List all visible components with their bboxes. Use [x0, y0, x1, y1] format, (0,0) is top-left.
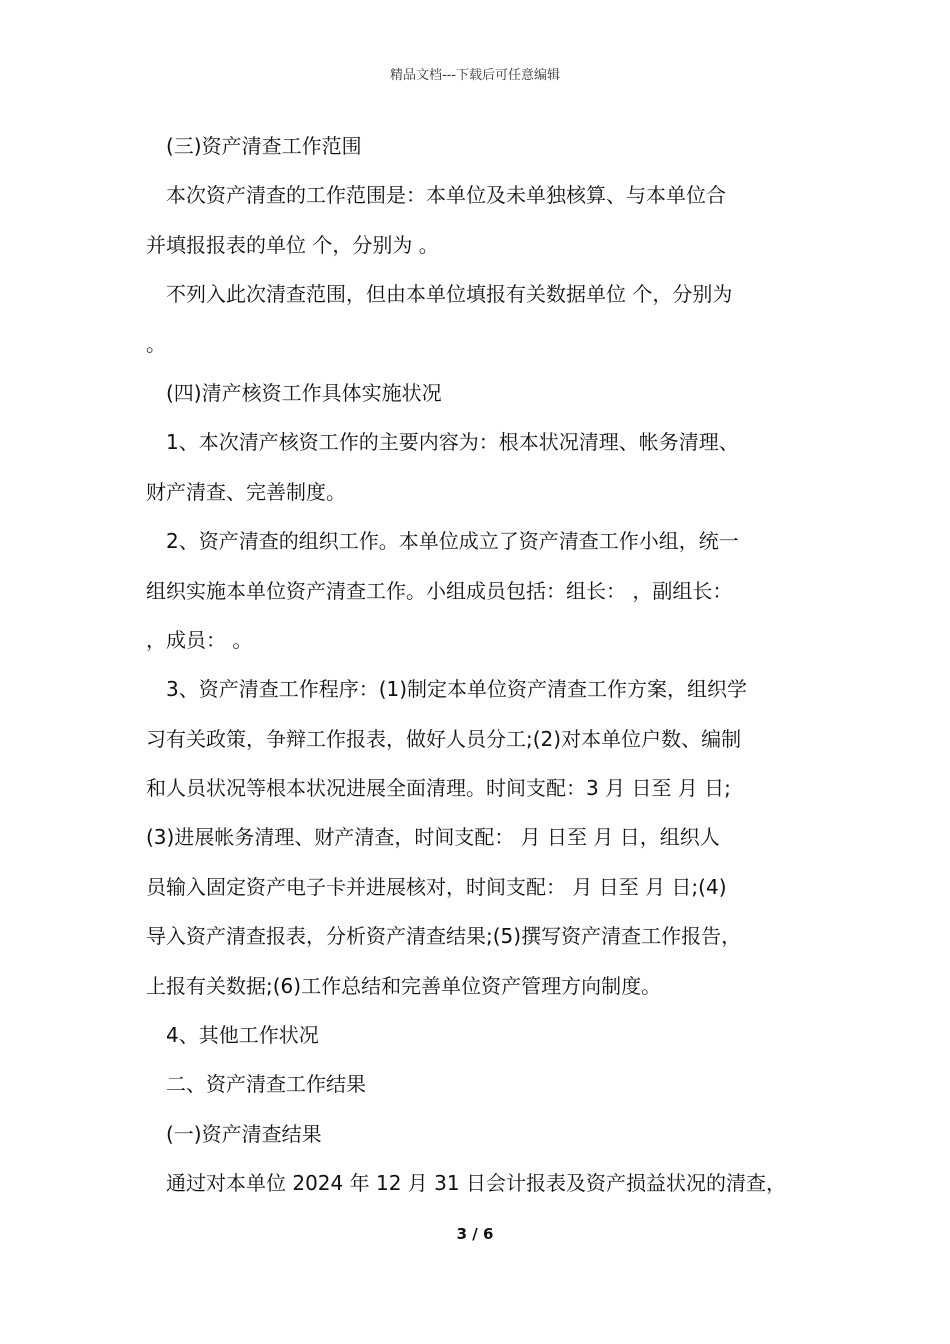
paragraph-line: 不列入此次清查范围，但由本单位填报有关数据单位 个，分别为 [166, 282, 733, 307]
paragraph-line: 。 [146, 331, 166, 356]
section-heading: 4、其他工作状况 [166, 1023, 319, 1048]
paragraph-line: 2、资产清查的组织工作。本单位成立了资产清查工作小组，统一 [166, 529, 739, 554]
paragraph-line: 和人员状况等根本状况进展全面清理。时间支配：3 月 日至 月 日; [146, 776, 731, 801]
paragraph-line: 并填报报表的单位 个，分别为 。 [146, 232, 439, 257]
paragraph-line: (3)进展帐务清理、财产清查，时间支配： 月 日至 月 日，组织人 [146, 825, 720, 850]
paragraph-line: 本次资产清查的工作范围是：本单位及未单独核算、与本单位合 [166, 183, 726, 208]
document-body [146, 122, 810, 1209]
paragraph-line: ，成员： 。 [146, 627, 253, 652]
page-number: 3 / 6 [456, 1225, 494, 1243]
paragraph-line: 1、本次清产核资工作的主要内容为：根本状况清理、帐务清理、 [166, 430, 739, 455]
paragraph-line: 上报有关数据;(6)工作总结和完善单位资产管理方向制度。 [146, 973, 662, 998]
paragraph-line: 3、资产清查工作程序：(1)制定本单位资产清查工作方案，组织学 [166, 677, 748, 702]
page-header: 精品文档---下载后可任意编辑 [389, 68, 561, 83]
section-heading: (四)清产核资工作具体实施状况 [166, 380, 442, 405]
paragraph-line: 财产清查、完善制度。 [146, 479, 346, 504]
paragraph-line: 导入资产清查报表，分析资产清查结果;(5)撰写资产清查工作报告， [146, 924, 742, 949]
section-heading: (三)资产清查工作范围 [166, 134, 362, 158]
paragraph-line: 习有关政策，争辩工作报表，做好人员分工;(2)对本单位户数、编制 [146, 726, 742, 751]
section-heading: (一)资产清查结果 [166, 1121, 322, 1146]
paragraph-line: 员输入固定资产电子卡并进展核对，时间支配： 月 日至 月 日;(4) [146, 874, 727, 899]
paragraph-line: 通过对本单位 2024 年 12 月 31 日会计报表及资产损益状况的清查， [166, 1171, 786, 1196]
paragraph-line: 组织实施本单位资产清查工作。小组成员包括：组长： ，副组长： [146, 578, 733, 603]
section-heading: 二、资产清查工作结果 [166, 1072, 366, 1097]
